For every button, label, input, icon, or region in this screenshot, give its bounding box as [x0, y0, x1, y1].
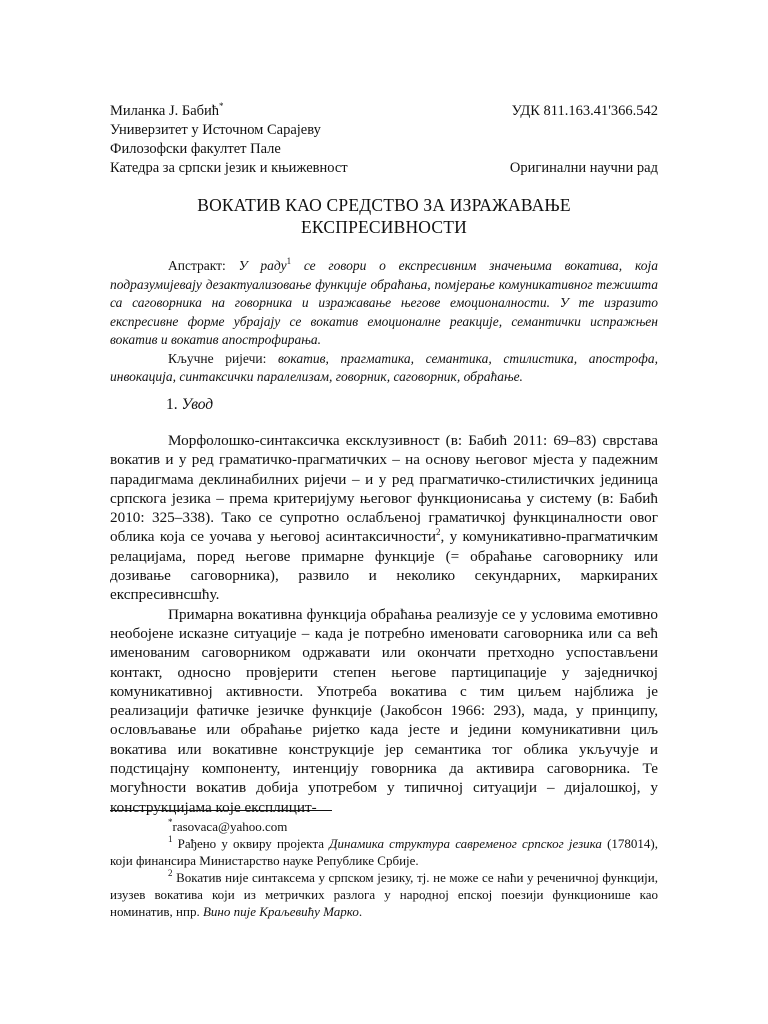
body-text: [110, 431, 658, 817]
paper-title-line-1: ВОКАТИВ КАО СРЕДСТВО ЗА ИЗРАЖАВАЊЕ: [197, 195, 571, 215]
affiliation-university: Универзитет у Источном Сарајеву: [110, 122, 321, 138]
abstract-lead: У раду: [238, 258, 287, 273]
abstract-paragraph: [110, 257, 658, 350]
affiliation-faculty: Филозофски факултет Пале: [110, 141, 281, 157]
footnote-1-project-title: Динамика структура савременог српског језика: [329, 836, 602, 851]
author-footnote-mark[interactable]: *: [219, 101, 224, 111]
keywords-label: Кључне ријечи:: [168, 350, 267, 366]
body-paragraph-1-text-a: Морфолошко-синтаксичка ексклузивност (в: Бабић 2011: 69–83) сврстава вокатив и у ред граматичко-прагматичких – на основу његовог мјеста у падежним парадигмама деклинабилних ријечи – и у ред прагматичко-стилистичких јединица српскога језика – према критеријуму његовог функционисања у систему (в: Бабић 2010: 325–338). Тако се супротно ослабљеној граматичкој функциналности овог облика која се уочава у његовој асинтаксичности: [110, 432, 658, 546]
footnote-2-text-b: .: [358, 904, 363, 919]
body-paragraph-1-text-b: , у комуникативно-прагматичким релацијама, поред његове примарне функције (= обраћање саговорнику или дозивање саговорника), развило и неколико секундарних, маркираних експресивнсшћу.: [110, 528, 658, 604]
author-block: [110, 102, 348, 178]
footnote-2-example: Вино пије Краљевићу Марко: [202, 904, 359, 919]
footnote-1-text-a: Рађено у оквиру пројекта: [172, 836, 330, 851]
paper-title-line-2: ЕКСПРЕСИВНОСТИ: [301, 217, 467, 237]
body-footnote-mark-2[interactable]: 2: [435, 527, 441, 538]
footnote-2-text-a: Вокатив није синтаксема у српском језику, тј. не може се наћи у реченичној функцији, изузев вокатива који из метричких разлога у народној епској поезији функционише као номинатив, нпр.: [110, 870, 658, 919]
keywords-text: вокатив, прагматика, семантика, стилистика, апострофа, инвокација, синтаксички паралелизам, говорник, саговорник, обраћање.: [110, 350, 658, 384]
paper-type: Оригинални научни рад: [509, 160, 658, 176]
section-title: Увод: [181, 396, 214, 413]
footnote-separator: [110, 810, 332, 811]
body-paragraph-2: Примарна вокативна функција обраћања реализује се у условима емотивно необојене исказне ситуације – када је потребно именовати саговорника или са већ именованим саговорником одржавати или окончати претходно успостављени контакт, односно провјерити степен његове партиципације у заједничкој комуникативној активности. Употреба вокатива с тим циљем најближа је реализацији фатичке језичке функције (Јакобсон 1966: 293), мада, у принципу, ословљавање или обраћање ријетко када јесте и једини комуникативни циљ вокатива или вокативне конструкције јер семантика тог облика укључује и подстицајну компоненту, интенцију говорника да активира саговорника. Те могућности вокатив добија употребом у типичној ситуацији – дијалошкој, у конструкцијама које експлицит-: [110, 605, 658, 816]
author-name: [110, 102, 348, 121]
section-number: 1.: [166, 396, 178, 413]
footnote-2: [110, 869, 658, 920]
footnotes-block: [110, 818, 658, 920]
footnote-1-text-b: (178014), који финансира Министарство науке Републике Србије.: [110, 836, 658, 868]
section-heading: [166, 396, 213, 414]
classification-block: [510, 102, 658, 178]
author-name-text: Миланка Ј. Бабић: [110, 103, 220, 119]
abstract-text: се говори о експресивним значењима вокатива, која подразумијевају дезактуализовање функције обраћања, помјерање комуникативног тежишта са саговорника на говорника и изражавање његове емоционалности. У те изразито експресивне форме убрајају се вокатив емоционалне реакције, семантички испражњен вокатив и вокатив апострофирања.: [110, 258, 658, 347]
footnote-1-mark: 1: [168, 834, 173, 844]
abstract-block: [110, 257, 658, 387]
keywords-paragraph: [110, 350, 658, 387]
footnote-star-mark: *: [168, 817, 173, 827]
paper-title: [110, 194, 658, 238]
affiliation-department: Катедра за српски језик и књижевност: [110, 160, 348, 176]
author-email-link[interactable]: rasovaca@yahoo.com: [172, 819, 288, 834]
abstract-footnote-mark[interactable]: 1: [286, 256, 292, 266]
udk-code: УДК 811.163.41'366.542: [511, 103, 658, 119]
footnote-1: [110, 835, 658, 869]
abstract-label: Апстракт:: [168, 258, 226, 273]
body-paragraph-1: [110, 431, 658, 605]
footnote-author-email: [110, 818, 658, 835]
footnote-2-mark: 2: [168, 868, 173, 878]
